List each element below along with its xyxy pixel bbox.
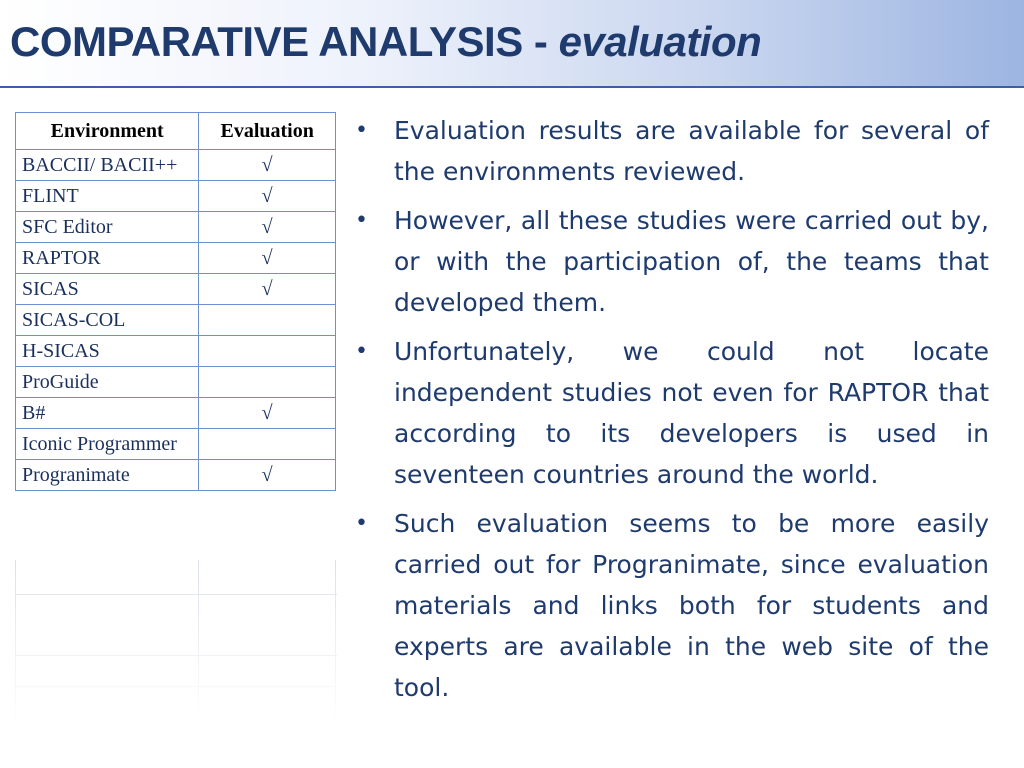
evaluation-cell bbox=[199, 367, 336, 398]
reflection-row bbox=[15, 560, 337, 595]
reflection-cell bbox=[15, 656, 199, 686]
environment-cell: SICAS-COL bbox=[16, 305, 199, 336]
slide-title bbox=[10, 18, 761, 66]
table-row bbox=[16, 212, 336, 243]
table-reflection bbox=[15, 560, 337, 725]
environment-cell: SFC Editor bbox=[16, 212, 199, 243]
table-row bbox=[16, 367, 336, 398]
evaluation-cell bbox=[199, 429, 336, 460]
reflection-cell bbox=[199, 595, 336, 655]
environment-cell: BACCII/ BACII++ bbox=[16, 150, 199, 181]
bullet-dot-icon: • bbox=[355, 208, 368, 233]
reflection-row bbox=[15, 595, 337, 656]
environment-cell: Iconic Programmer bbox=[16, 429, 199, 460]
evaluation-cell: √ bbox=[199, 150, 336, 181]
evaluation-cell: √ bbox=[199, 460, 336, 491]
reflection-row bbox=[15, 687, 337, 718]
table-header-row bbox=[16, 113, 336, 150]
bullet-item bbox=[355, 200, 989, 323]
table-row bbox=[16, 181, 336, 212]
reflection-cell bbox=[15, 687, 199, 717]
bullet-dot-icon: • bbox=[355, 511, 368, 536]
table-row bbox=[16, 398, 336, 429]
reflection-cell bbox=[199, 687, 336, 717]
table-row bbox=[16, 305, 336, 336]
slide-title-emphasis: evaluation bbox=[558, 18, 762, 65]
header-environment: Environment bbox=[16, 113, 199, 150]
bullet-dot-icon: • bbox=[355, 339, 368, 364]
reflection-row bbox=[15, 656, 337, 687]
environment-cell: FLINT bbox=[16, 181, 199, 212]
title-bar bbox=[0, 0, 1024, 88]
evaluation-cell: √ bbox=[199, 243, 336, 274]
table-row bbox=[16, 150, 336, 181]
environment-cell: H-SICAS bbox=[16, 336, 199, 367]
bullet-text: Such evaluation seems to be more easily carried out for Progranimate, since evaluation materials and links both for students and experts are available in the web site of the tool. bbox=[394, 509, 989, 702]
header-evaluation: Evaluation bbox=[199, 113, 336, 150]
environment-cell: SICAS bbox=[16, 274, 199, 305]
reflection-cell bbox=[199, 560, 336, 594]
table-row bbox=[16, 274, 336, 305]
evaluation-cell bbox=[199, 336, 336, 367]
bullet-dot-icon: • bbox=[355, 118, 368, 143]
reflection-cell bbox=[15, 595, 199, 655]
evaluation-cell: √ bbox=[199, 398, 336, 429]
table-row bbox=[16, 429, 336, 460]
bullet-text: However, all these studies were carried out by, or with the participation of, the teams that developed them. bbox=[394, 206, 989, 317]
reflection-cell bbox=[199, 656, 336, 686]
environment-cell: RAPTOR bbox=[16, 243, 199, 274]
evaluation-cell: √ bbox=[199, 181, 336, 212]
table-row bbox=[16, 243, 336, 274]
bullet-list bbox=[355, 110, 989, 716]
bullet-text: Evaluation results are available for several of the environments reviewed. bbox=[394, 116, 989, 186]
evaluation-cell: √ bbox=[199, 274, 336, 305]
slide-title-main: COMPARATIVE ANALYSIS - bbox=[10, 18, 559, 65]
environment-cell: Progranimate bbox=[16, 460, 199, 491]
bullet-item bbox=[355, 503, 989, 708]
environment-table-container bbox=[15, 112, 337, 491]
environment-evaluation-table bbox=[15, 112, 336, 491]
table-row bbox=[16, 336, 336, 367]
bullet-item bbox=[355, 110, 989, 192]
bullet-text: Unfortunately, we could not locate independent studies not even for RAPTOR that according to its developers is used in seventeen countries around the world. bbox=[394, 337, 989, 489]
environment-cell: ProGuide bbox=[16, 367, 199, 398]
evaluation-cell: √ bbox=[199, 212, 336, 243]
environment-cell: B# bbox=[16, 398, 199, 429]
bullet-item bbox=[355, 331, 989, 495]
table-row bbox=[16, 460, 336, 491]
evaluation-cell bbox=[199, 305, 336, 336]
reflection-cell bbox=[15, 560, 199, 594]
